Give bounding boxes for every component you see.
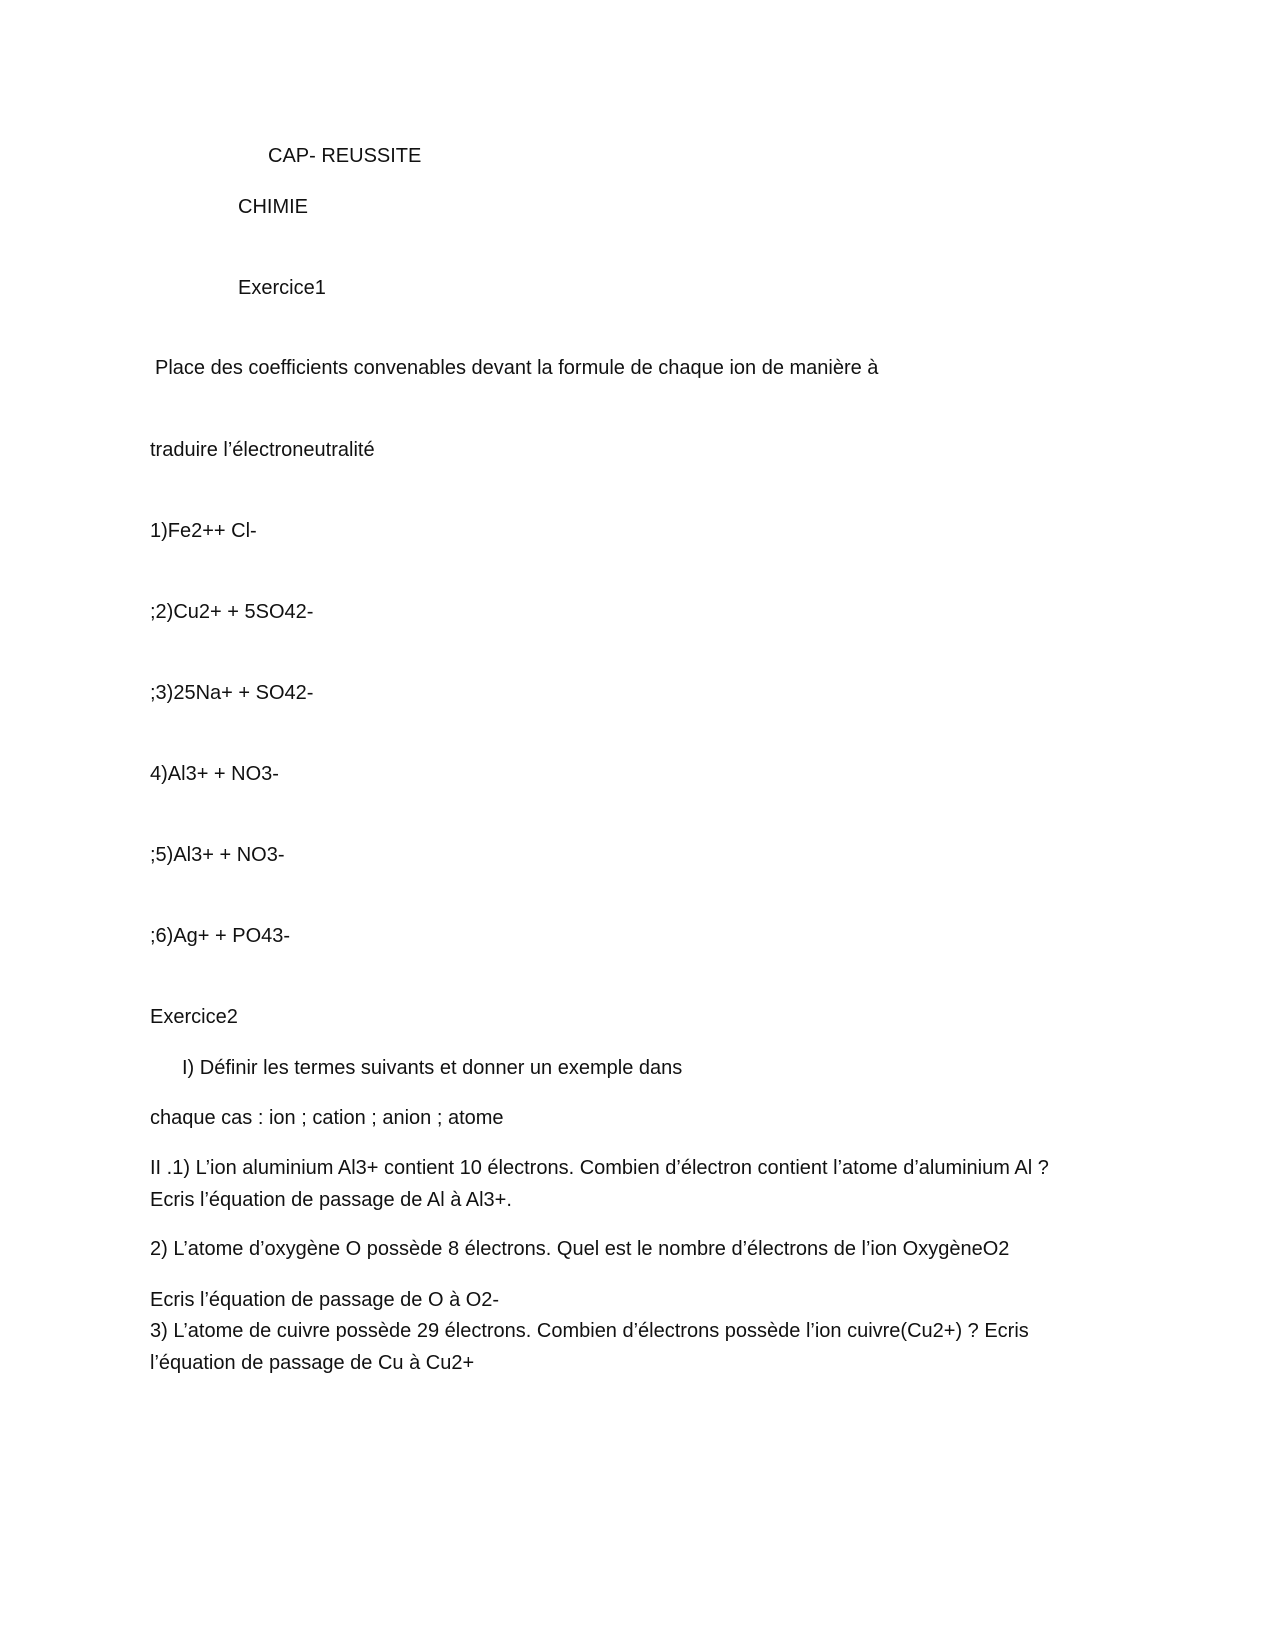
exercice1-item: ;6)Ag+ + PO43-	[150, 925, 291, 947]
exercice2-q3-line1: 3) L’atome de cuivre possède 29 électrons. Combien d’électrons possède l’ion cuivre(Cu2+) ? Ecris	[150, 1320, 1029, 1342]
header-subject: CHIMIE	[238, 196, 308, 218]
exercice2-part1-line2: chaque cas : ion ; cation ; anion ; atome	[150, 1107, 504, 1129]
exercice1-item: 1)Fe2++ Cl-	[150, 520, 257, 542]
exercice2-q2-line1: 2) L’atome d’oxygène O possède 8 électrons. Quel est le nombre d’électrons de l’ion OxygèneO2	[150, 1238, 1010, 1260]
exercice2-q2-line2: Ecris l’équation de passage de O à O2-	[150, 1289, 500, 1311]
exercice2-part1-line1: I) Définir les termes suivants et donner un exemple dans	[182, 1057, 683, 1079]
exercice1-title: Exercice1	[238, 277, 326, 299]
exercice1-item: ;2)Cu2+ + 5SO42-	[150, 601, 314, 623]
exercice1-item: ;3)25Na+ + SO42-	[150, 682, 314, 704]
exercice2-q1-line1: II .1) L’ion aluminium Al3+ contient 10 électrons. Combien d’électron contient l’atome d’aluminium Al ?	[150, 1157, 1049, 1179]
exercice1-item: ;5)Al3+ + NO3-	[150, 844, 285, 866]
exercice1-instruction-line2: traduire l’électroneutralité	[150, 439, 375, 461]
header-school: CAP- REUSSITE	[268, 145, 422, 167]
exercice2-q1-line2: Ecris l’équation de passage de Al à Al3+.	[150, 1189, 512, 1211]
exercice1-instruction-line1: Place des coefficients convenables devant la formule de chaque ion de manière à	[155, 357, 879, 379]
exercice1-item: 4)Al3+ + NO3-	[150, 763, 279, 785]
exercice2-title: Exercice2	[150, 1006, 238, 1028]
exercice2-q3-line2: l’équation de passage de Cu à Cu2+	[150, 1352, 475, 1374]
